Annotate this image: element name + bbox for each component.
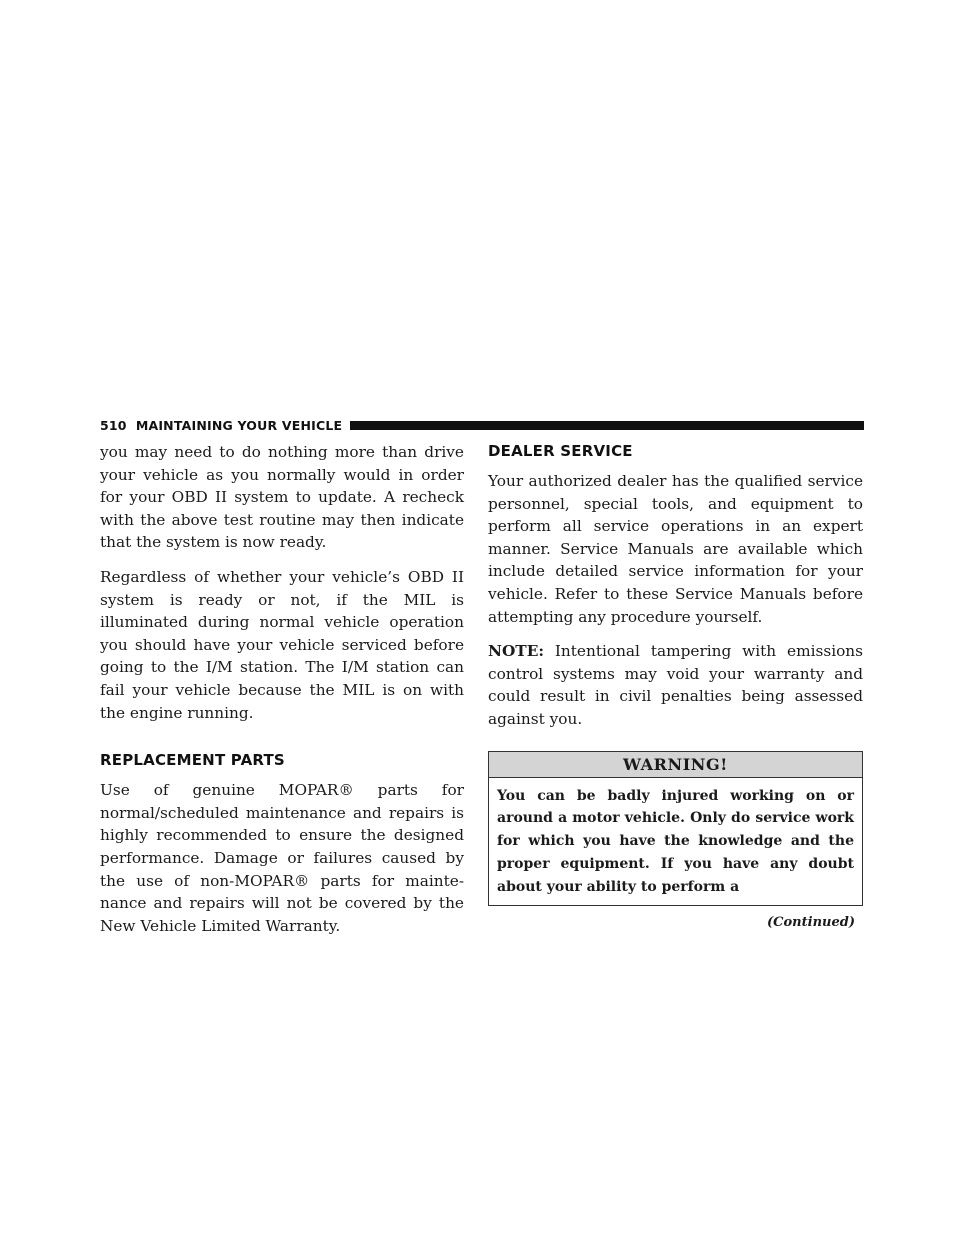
dealer-service-paragraph: Your authorized dealer has the qualified service personnel, special tools, and equipment to perform all service operations in an expert manner. Service Manuals are available which include detailed service information for your vehicle. Refer to these Service Manuals before attempting any procedure yourself. <box>488 472 863 626</box>
replacement-parts-heading: REPLACEMENT PARTS <box>100 751 285 770</box>
replacement-parts-paragraph: Use of genuine MOPAR® parts for normal/scheduled maintenance and repairs is highly recommended to ensure the designed performance. Damage or failures caused by the use of non-MOPAR® parts for maintenance and repairs will not be covered by the New Vehicle Limited Warranty. <box>100 781 464 935</box>
header-label <box>100 418 350 433</box>
header-rule <box>350 421 864 430</box>
note-label: NOTE: <box>488 642 544 661</box>
obd-update-paragraph: you may need to do nothing more than drive your vehicle as you normally would in order for your OBD II system to update. A recheck with the above test routine may then indicate that the system is now ready. <box>100 443 464 552</box>
page-number: 510 <box>100 417 127 433</box>
section-title: MAINTAINING YOUR VEHICLE <box>135 417 343 433</box>
mil-illuminated-paragraph: Regardless of whether your vehicle’s OBD II system is ready or not, if the MIL is illuminated during normal vehicle operation you should have your vehicle serviced before going to the I/M station. The I/M station can fail your vehicle because the MIL is on with the engine running. <box>100 567 464 722</box>
warning-box <box>488 751 863 906</box>
left-column <box>100 441 464 949</box>
dealer-service-heading: DEALER SERVICE <box>488 442 633 460</box>
warning-title: WARNING! <box>489 752 862 778</box>
page-header <box>100 416 864 434</box>
right-column <box>488 441 863 930</box>
continued-label: (Continued) <box>767 914 855 930</box>
note-text: Intentional tampering with emissions control systems may void your warranty and could result in civil penalties being assessed against you. <box>488 642 863 728</box>
note-paragraph <box>488 640 863 730</box>
warning-body: You can be badly injured working on or around a motor vehicle. Only do service work for which you have the knowledge and the proper equipment. If you have any doubt about your ability to perform a <box>497 787 854 895</box>
